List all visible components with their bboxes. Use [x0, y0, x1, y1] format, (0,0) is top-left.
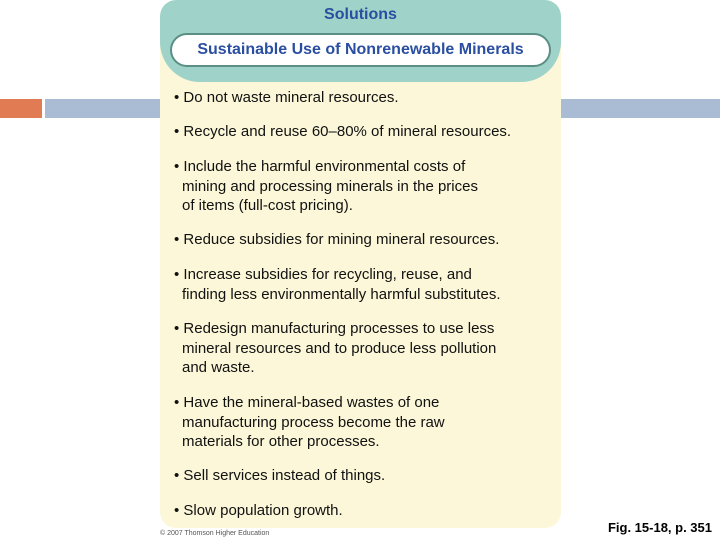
solutions-card: [160, 0, 561, 528]
list-item: [174, 265, 559, 304]
list-item: [174, 88, 559, 108]
list-item-text: • Include the harmful environmental costs of mining and processing minerals in the prices of items (full-cost pricing).: [174, 158, 478, 214]
list-item-text: • Sell services instead of things.: [174, 467, 386, 484]
list-item-text: • Reduce subsidies for mining mineral resources.: [174, 231, 500, 248]
list-item-text: • Recycle and reuse 60–80% of mineral resources.: [174, 123, 512, 140]
list-item: [174, 319, 559, 378]
list-item: [174, 466, 559, 486]
list-item-text: • Do not waste mineral resources.: [174, 89, 399, 106]
list-item: [174, 230, 559, 250]
list-item: [174, 157, 559, 216]
card-subtitle: Sustainable Use of Nonrenewable Minerals: [170, 33, 551, 67]
list-item-text: • Slow population growth.: [174, 502, 343, 519]
list-item: [174, 122, 559, 142]
list-item: [174, 393, 559, 452]
card-title: Solutions: [324, 6, 397, 23]
decorative-blue-bar-left: [45, 99, 160, 118]
list-item-text: • Have the mineral-based wastes of one manufacturing process become the raw materials for other processes.: [174, 394, 445, 450]
copyright-notice: © 2007 Thomson Higher Education: [160, 530, 270, 537]
decorative-blue-bar-right: [561, 99, 720, 118]
list-item-text: • Redesign manufacturing processes to use less mineral resources and to produce less pollution and waste.: [174, 320, 497, 376]
figure-reference: Fig. 15-18, p. 351: [607, 520, 712, 535]
decorative-orange-bar: [0, 99, 42, 118]
list-item-text: • Increase subsidies for recycling, reuse, and finding less environmentally harmful substitutes.: [174, 266, 501, 303]
list-item: [174, 501, 559, 521]
